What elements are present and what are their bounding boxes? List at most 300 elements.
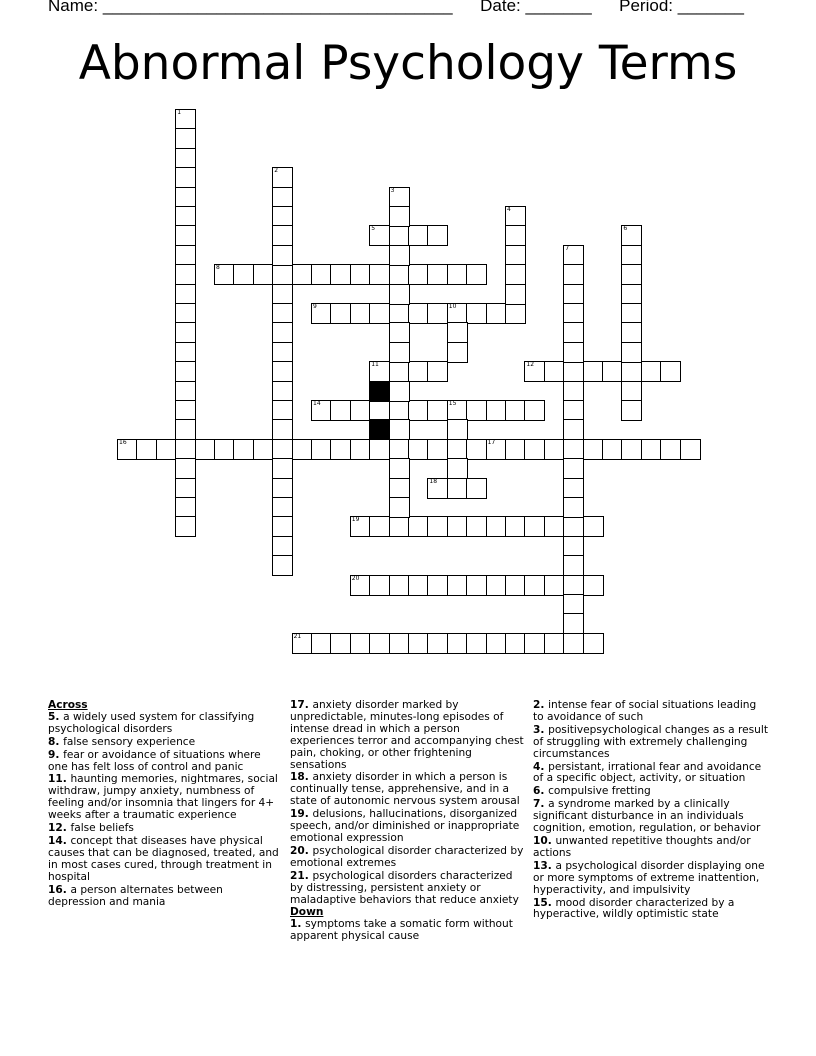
crossword-cell[interactable] [427,400,448,421]
crossword-cell[interactable] [621,303,642,324]
clue-number: 4 [507,206,511,213]
clue-number: 1 [177,109,182,116]
crossword-cell[interactable] [680,439,701,460]
crossword-cell[interactable] [272,400,293,421]
crossword-cell[interactable] [233,439,254,460]
crossword-cell[interactable] [447,439,468,460]
crossword-cell[interactable] [621,284,642,305]
clue-number: 9 [313,303,317,310]
page-title: Abnormal Psychology Terms [78,36,738,91]
clue-item-text: symptoms take a somatic form without apparent physical cause [290,918,513,943]
clue-section-heading: Across [48,699,88,711]
crossword-cell[interactable] [369,439,390,460]
clue-item [533,861,769,897]
clue-item-number: 10. [533,834,556,847]
clue-item [290,919,526,943]
crossword-cell[interactable] [621,322,642,343]
crossword-cell[interactable] [175,128,196,149]
crossword-cell[interactable] [505,245,526,266]
crossword-cell[interactable] [175,478,196,499]
crossword-cell[interactable] [524,516,545,537]
crossword-cell[interactable] [272,245,293,266]
crossword-cell[interactable] [427,361,448,382]
crossword-cell[interactable] [621,361,642,382]
crossword-cell[interactable] [505,284,526,305]
crossword-cell[interactable] [136,439,157,460]
crossword-cell[interactable] [447,516,468,537]
crossword-cell[interactable] [175,167,196,188]
clue-item-number: 21. [290,869,313,882]
crossword-cell[interactable] [214,439,235,460]
crossword-cell[interactable] [175,516,196,537]
crossword-cell[interactable] [195,439,216,460]
crossword-cell[interactable] [369,303,390,324]
crossword-cell[interactable] [427,478,448,499]
clue-number: 7 [565,244,570,252]
crossword-cell[interactable] [272,284,293,305]
clue-item [48,750,282,774]
crossword-cell[interactable] [641,439,662,460]
crossword-cell[interactable] [175,381,196,402]
crossword-cell[interactable] [311,400,332,421]
clue-column-2 [290,700,526,944]
crossword-cell[interactable] [272,516,293,537]
crossword-cell[interactable] [563,594,584,615]
crossword-cell[interactable] [389,361,410,382]
crossword-cell[interactable] [447,400,468,421]
crossword-cell[interactable] [466,478,487,499]
crossword-cell[interactable] [175,419,196,440]
name-label: Name: [48,0,99,15]
clue-item-text: haunting memories, nightmares, social withdraw, jumpy anxiety, numbness of feeling and/or insomnia that lingers for 4+ weeks after a traumatic experience [48,773,278,822]
crossword-cell[interactable] [447,303,468,324]
clue-item [48,885,282,909]
clue-item-number: 2. [533,699,549,711]
crossword-cell[interactable] [641,361,662,382]
crossword-cell[interactable] [272,536,293,557]
crossword-cell[interactable] [466,633,487,654]
clue-number: 16 [119,438,127,446]
crossword-cell[interactable] [427,633,448,654]
crossword-cell[interactable] [272,458,293,479]
crossword-cell[interactable] [292,633,313,654]
crossword-cell[interactable] [660,439,681,460]
crossword-cell[interactable] [330,400,351,421]
crossword-cell[interactable] [389,303,410,324]
clue-item [533,898,769,922]
crossword-cell[interactable] [563,439,584,460]
crossword-cell[interactable] [505,439,526,460]
crossword-cell[interactable] [350,400,371,421]
crossword-cell[interactable] [272,439,293,460]
crossword-cell[interactable] [408,516,429,537]
crossword-cell[interactable] [563,478,584,499]
clue-item-number: 11. [48,773,71,786]
crossword-cell[interactable] [311,303,332,324]
crossword-cell[interactable] [330,303,351,324]
clue-item-number: 19. [290,808,313,821]
crossword-cell[interactable] [602,361,623,382]
crossword-cell[interactable] [447,264,468,285]
crossword-cell[interactable] [175,458,196,479]
crossword-cell[interactable] [563,284,584,305]
crossword-cell[interactable] [505,264,526,285]
crossword-cell[interactable] [253,439,274,460]
clue-item-text: positivepsychological changes as a result of struggling with extremely challenging circumstances [533,723,768,760]
clue-number: 15 [448,400,457,407]
crossword-cell[interactable] [311,264,332,285]
crossword-cell[interactable] [563,555,584,576]
crossword-cell[interactable] [292,264,313,285]
crossword-cell[interactable] [466,303,487,324]
clue-item-number: 6. [533,785,549,798]
crossword-cell[interactable] [544,361,565,382]
crossword-cell[interactable] [175,245,196,266]
clue-number: 14 [313,400,321,407]
crossword-cell[interactable] [350,439,371,460]
crossword-cell[interactable] [447,575,468,596]
clue-item [290,846,526,870]
crossword-cell[interactable] [389,575,410,596]
clue-item [48,737,282,749]
crossword-cell[interactable] [524,400,545,421]
crossword-cell[interactable] [524,439,545,460]
crossword-cell[interactable] [330,439,351,460]
crossword-cell[interactable] [544,633,565,654]
clue-item [290,772,526,808]
clue-number: 21 [293,632,302,640]
clue-item-text: fear or avoidance of situations where one has felt loss of control and panic [48,748,261,773]
clue-column-1 [48,700,282,909]
crossword-cell[interactable] [563,361,584,382]
crossword-cell[interactable] [369,633,390,654]
crossword-cell[interactable] [486,439,507,460]
crossword-cell[interactable] [233,264,254,285]
crossword-cell[interactable] [389,206,410,227]
clue-number: 18 [429,477,438,485]
clue-item-text: psychological disorder characterized by emotional extremes [290,844,524,869]
clue-item [48,774,282,822]
clue-item-text: persistant, irrational fear and avoidance of a specific object, activity, or situation [533,760,762,785]
crossword-cell[interactable] [389,633,410,654]
crossword-cell[interactable] [175,284,196,305]
name-field[interactable]: _____________________________________ [102,0,453,15]
crossword-cell[interactable] [505,575,526,596]
clue-item-text: intense fear of social situations leading to avoidance of such [533,699,757,723]
crossword-cell[interactable] [602,439,623,460]
crossword-cell[interactable] [621,400,642,421]
crossword-cell[interactable] [563,264,584,285]
crossword-cell[interactable] [175,361,196,382]
crossword-cell[interactable] [563,381,584,402]
crossword-cell[interactable] [486,303,507,324]
crossword-cell[interactable] [272,381,293,402]
clue-item-text: unwanted repetitive thoughts and/or actions [533,834,751,859]
crossword-cell[interactable] [447,478,468,499]
crossword-cell[interactable] [389,439,410,460]
clue-item-number: 18. [290,771,313,784]
clue-item-number: 14. [48,834,71,847]
crossword-cell[interactable] [505,633,526,654]
crossword-cell[interactable] [563,303,584,324]
crossword-cell[interactable] [214,264,235,285]
clue-number: 2 [274,167,279,175]
crossword-cell[interactable] [660,361,681,382]
crossword-cell[interactable] [175,342,196,363]
crossword-cell[interactable] [175,264,196,285]
crossword-cell[interactable] [350,633,371,654]
crossword-cell[interactable] [408,303,429,324]
clue-item [290,871,526,907]
crossword-cell[interactable] [447,419,468,440]
crossword-cell[interactable] [505,400,526,421]
crossword-cell[interactable] [156,439,177,460]
crossword-cell[interactable] [486,633,507,654]
crossword-cell[interactable] [272,497,293,518]
crossword-cell[interactable] [427,303,448,324]
crossword-cell[interactable] [524,575,545,596]
clue-item [48,836,282,884]
clue-number: 5 [371,225,376,233]
clue-number: 13 [371,380,379,388]
crossword-cell[interactable] [447,342,468,363]
crossword-cell[interactable] [621,342,642,363]
clue-item-text: false sensory experience [63,735,196,748]
crossword-cell[interactable] [369,225,390,246]
crossword-cell[interactable] [272,478,293,499]
crossword-cell[interactable] [389,187,410,208]
clue-number: 20 [351,574,360,582]
crossword-cell[interactable] [389,264,410,285]
period-field[interactable]: _______ [677,0,744,15]
crossword-cell[interactable] [272,419,293,440]
clue-number: 6 [623,225,628,233]
crossword-cell[interactable] [544,439,565,460]
crossword-cell[interactable] [563,575,584,596]
crossword-cell[interactable] [563,419,584,440]
crossword-cell[interactable] [524,633,545,654]
clue-item-text: anxiety disorder in which a person is continually tense, apprehensive, and in a state of autonomic nervous system arousal [290,771,520,808]
crossword-block [369,419,390,440]
crossword-cell[interactable] [427,439,448,460]
clue-item [533,836,769,860]
crossword-cell[interactable] [311,439,332,460]
crossword-cell[interactable] [389,419,410,440]
clue-item [533,762,769,786]
clue-item-text: false beliefs [70,822,134,835]
crossword-cell[interactable] [389,478,410,499]
period-label: Period: [619,0,674,15]
crossword-cell[interactable] [272,264,293,285]
crossword-cell[interactable] [544,516,565,537]
crossword-cell[interactable] [621,264,642,285]
crossword-cell[interactable] [389,342,410,363]
clue-item-number: 7. [533,798,549,811]
crossword-cell[interactable] [466,439,487,460]
crossword-cell[interactable] [175,187,196,208]
crossword-cell[interactable] [583,361,604,382]
crossword-cell[interactable] [563,458,584,479]
clue-item [533,799,769,835]
crossword-cell[interactable] [175,225,196,246]
clue-item-text: a widely used system for classifying psychological disorders [48,710,255,735]
crossword-cell[interactable] [544,575,565,596]
crossword-cell[interactable] [175,322,196,343]
crossword-cell[interactable] [389,284,410,305]
clue-item-text: concept that diseases have physical causes that can be diagnosed, treated, and in most cases cured, through treatment in hospital [48,834,279,883]
clue-item [48,712,282,736]
crossword-cell[interactable] [408,264,429,285]
crossword-cell[interactable] [330,264,351,285]
clue-item-text: mood disorder characterized by a hyperactive, wildly optimistic state [533,896,735,921]
crossword-cell[interactable] [272,555,293,576]
date-field[interactable]: _______ [525,0,592,15]
crossword-cell[interactable] [369,575,390,596]
crossword-cell[interactable] [350,516,371,537]
crossword-cell[interactable] [369,264,390,285]
crossword-cell[interactable] [408,439,429,460]
crossword-cell[interactable] [292,439,313,460]
crossword-cell[interactable] [563,633,584,654]
crossword-cell[interactable] [272,303,293,324]
crossword-cell[interactable] [389,245,410,266]
crossword-cell[interactable] [175,303,196,324]
clue-number: 10 [448,303,457,310]
clue-item-number: 3. [533,723,549,736]
crossword-cell[interactable] [350,575,371,596]
crossword-cell[interactable] [408,575,429,596]
crossword-cell[interactable] [583,633,604,654]
clue-item-number: 13. [533,859,556,872]
crossword-cell[interactable] [427,225,448,246]
crossword-cell[interactable] [427,575,448,596]
crossword-cell[interactable] [369,516,390,537]
crossword-cell[interactable] [389,225,410,246]
crossword-cell[interactable] [505,516,526,537]
crossword-cell[interactable] [175,148,196,169]
crossword-cell[interactable] [524,361,545,382]
crossword-cell[interactable] [427,264,448,285]
crossword-cell[interactable] [583,439,604,460]
clue-item-number: 15. [533,896,556,909]
crossword-cell[interactable] [563,516,584,537]
crossword-cell[interactable] [621,225,642,246]
crossword-cell[interactable] [408,400,429,421]
crossword-cell[interactable] [447,633,468,654]
crossword-cell[interactable] [563,245,584,266]
crossword-cell[interactable] [466,575,487,596]
crossword-cell[interactable] [389,322,410,343]
crossword-cell[interactable] [505,225,526,246]
crossword-block [369,381,390,402]
clue-item-text: a person alternates between depression and mania [48,883,223,908]
crossword-cell[interactable] [563,322,584,343]
crossword-cell[interactable] [272,322,293,343]
crossword-cell[interactable] [563,536,584,557]
clue-item [533,786,769,798]
clue-item [533,700,769,724]
crossword-cell[interactable] [369,400,390,421]
crossword-cell[interactable] [369,361,390,382]
clue-item-number: 4. [533,760,549,773]
clue-item-text: anxiety disorder marked by unpredictable, minutes-long episodes of intense dread in which a person experiences terror and accompanying chest pain, choking, or other frightening sensations [290,699,524,771]
crossword-cell[interactable] [389,516,410,537]
crossword-cell[interactable] [583,575,604,596]
clue-item [290,700,526,771]
crossword-cell[interactable] [175,439,196,460]
crossword-cell[interactable] [621,245,642,266]
crossword-cell[interactable] [175,400,196,421]
crossword-cell[interactable] [486,400,507,421]
crossword-cell[interactable] [389,381,410,402]
crossword-cell[interactable] [272,167,293,188]
clue-item [533,725,769,761]
clue-item-text: delusions, hallucinations, disorganized speech, and/or diminished or inappropriate emotional expression [290,808,520,844]
crossword-cell[interactable] [486,516,507,537]
crossword-cell[interactable] [563,497,584,518]
crossword-cell[interactable] [563,400,584,421]
crossword-cell[interactable] [563,613,584,634]
crossword-cell[interactable] [330,633,351,654]
crossword-cell[interactable] [272,361,293,382]
crossword-cell[interactable] [311,633,332,654]
crossword-cell[interactable] [272,225,293,246]
crossword-cell[interactable] [272,342,293,363]
clue-item-number: 20. [290,844,313,857]
clue-item-text: psychological disorders characterized by distressing, persistent anxiety or maladaptive behaviors that reduce anxiety [290,869,519,906]
crossword-cell[interactable] [466,516,487,537]
crossword-cell[interactable] [389,400,410,421]
clue-number: 19 [351,516,360,524]
crossword-cell[interactable] [466,264,487,285]
crossword-cell[interactable] [447,458,468,479]
crossword-cell[interactable] [175,206,196,227]
clue-item-text: a syndrome marked by a clinically significant disturbance in an individuals cognition, emotion, regulation, or behavior [533,798,761,835]
crossword-cell[interactable] [272,187,293,208]
crossword-cell[interactable] [389,458,410,479]
crossword-cell[interactable] [389,497,410,518]
crossword-cell[interactable] [621,381,642,402]
crossword-cell[interactable] [621,439,642,460]
clue-item-number: 8. [48,735,64,748]
crossword-cell[interactable] [583,516,604,537]
crossword-cell[interactable] [350,264,371,285]
crossword-cell[interactable] [486,575,507,596]
crossword-cell[interactable] [427,516,448,537]
clue-number: 3 [390,186,395,194]
crossword-cell[interactable] [408,633,429,654]
clue-item-number: 16. [48,883,71,896]
crossword-cell[interactable] [175,497,196,518]
crossword-cell[interactable] [117,439,138,460]
clue-item-text: compulsive fretting [548,785,651,798]
crossword-cell[interactable] [447,322,468,343]
crossword-cell[interactable] [272,206,293,227]
crossword-cell[interactable] [350,303,371,324]
crossword-cell[interactable] [408,361,429,382]
crossword-cell[interactable] [175,109,196,130]
clue-section-heading: Down [290,906,324,919]
crossword-cell[interactable] [466,400,487,421]
date-label: Date: [480,0,521,15]
clue-number: 17 [487,438,496,446]
crossword-cell[interactable] [408,225,429,246]
crossword-cell[interactable] [563,342,584,363]
crossword-cell[interactable] [253,264,274,285]
clue-number: 12 [526,361,535,369]
crossword-cell[interactable] [505,206,526,227]
crossword-cell[interactable] [505,303,526,324]
